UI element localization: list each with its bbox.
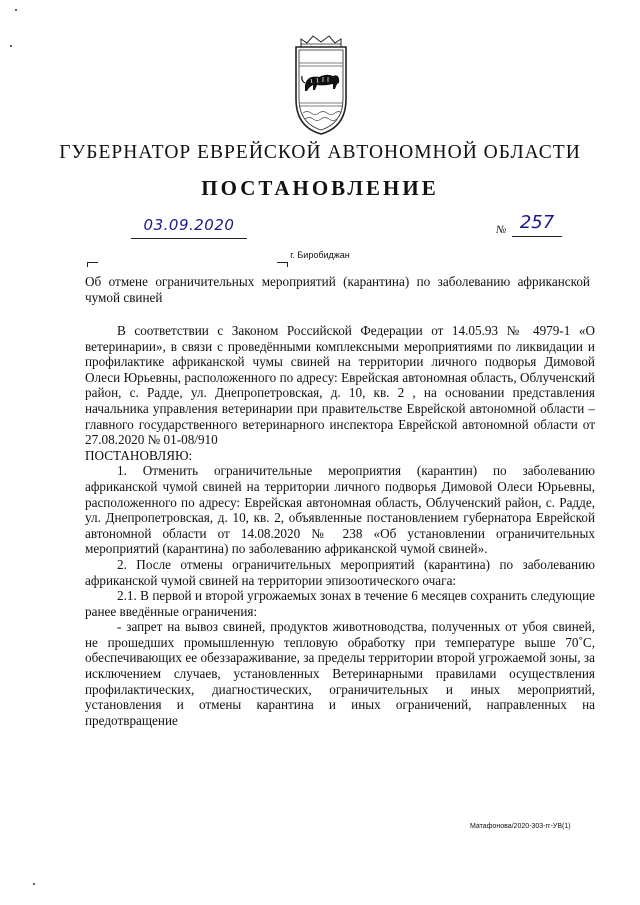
document-city: г. Биробиджан <box>290 250 350 260</box>
document-subject: Об отмене ограничительных мероприятий (карантина) по заболеванию африканской чумой свиней <box>85 274 590 305</box>
subject-bracket-right <box>277 262 288 267</box>
preamble-paragraph: В соответствии с Законом Российской Федерации от 14.05.93 № 4979-1 «О ветеринарии», в связи с проведёнными комплексными мероприятиями по ликвидации и профилактике африканской чумы свиней на территории личного подворья Димовой Олеси Юрьевны, расположенного по адресу: Еврейская автономная область, Облученский район, с. Радде, ул. Днепропетровская, д. 10, кв. 2 , на основании представления начальника управления ветеринарии при правительстве Еврейской автономной области – главного государственного ветеринарного инспектора Еврейской автономной области от 27.08.2020 № 01-08/910 <box>85 323 595 448</box>
document-date: 03.09.2020 <box>131 216 247 239</box>
document-body <box>85 323 595 728</box>
item-2-1-paragraph: 2.1. В первой и второй угрожаемых зонах в течение 6 месяцев сохранить следующие ранее введённые ограничения: <box>85 588 595 619</box>
scan-speck <box>15 9 17 11</box>
item-2-paragraph: 2. После отмены ограничительных мероприятий (карантина) по заболеванию африканской чумой свиней на территории эпизоотического очага: <box>85 556 595 588</box>
item-1-paragraph: 1. Отменить ограничительные мероприятия (карантин) по заболеванию африканской чумой свиней на территории личного подворья Димовой Олеси Юрьевны, расположенного по адресу: Еврейская автономная область, Облученский район, с. Радде, ул. Днепропетровская, д. 10, кв. 2, объявленные постановлением губернатора Еврейской автономной области от 14.08.2020 № 238 «Об установлении ограничительных мероприятий (карантина) по заболеванию африканской чумой свиней». <box>85 463 595 557</box>
scan-speck <box>10 45 12 47</box>
resolve-heading: ПОСТАНОВЛЯЮ: <box>85 447 193 463</box>
subject-bracket-left <box>87 262 98 267</box>
document-type-title: ПОСТАНОВЛЕНИЕ <box>201 176 439 200</box>
document-number: 257 <box>512 212 562 237</box>
item-2-1-restriction-paragraph: - запрет на вывоз свиней, продуктов животноводства, полученных от убоя свиней, не прошедших промышленную тепловую обработку при температуре выше 70˚С, обеспечивающих ее обеззараживание, за пределы территории второй угрожаемой зоны, за исключением случаев, установленных Ветеринарными правилами осуществления профилактических, диагностических, ограничительных и иных мероприятий, установления и отмены карантина и иных ограничений, направленных на предотвращение <box>85 619 595 728</box>
issuer-title: ГУБЕРНАТОР ЕВРЕЙСКОЙ АВТОНОМНОЙ ОБЛАСТИ <box>59 142 581 163</box>
footer-reference-code: Матафонова/2020-303-гг-УВ(1) <box>470 823 571 830</box>
coat-of-arms-emblem <box>293 33 349 137</box>
number-label: № <box>496 224 507 236</box>
scan-speck <box>33 883 35 885</box>
